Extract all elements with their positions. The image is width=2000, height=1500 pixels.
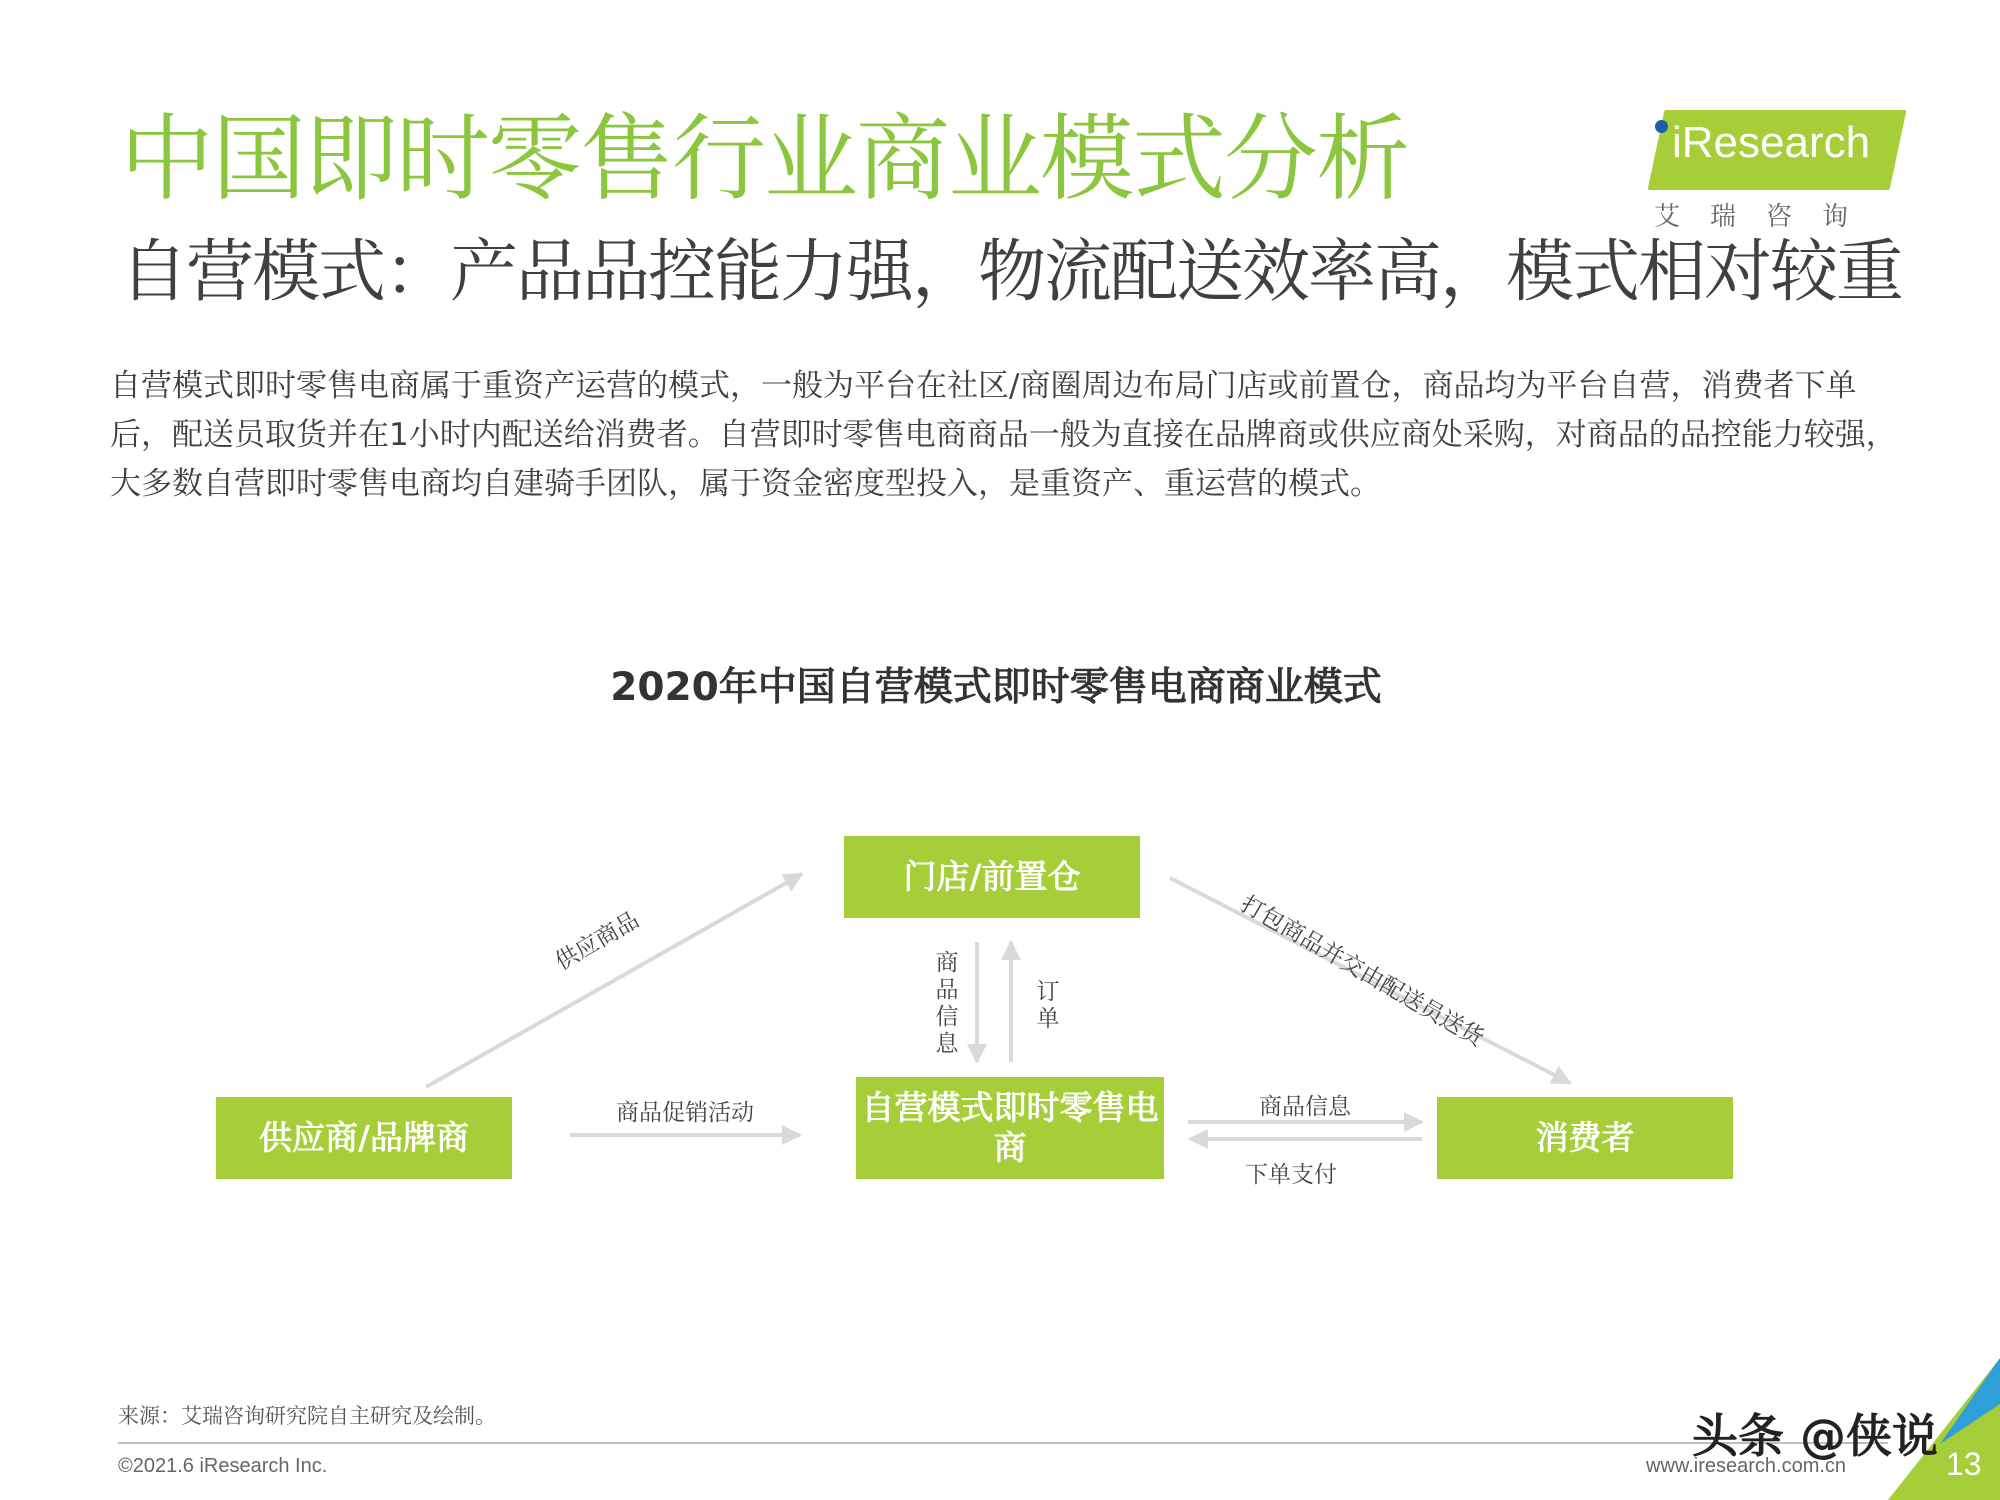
logo-wordmark: iResearch (1672, 118, 1871, 167)
node-platform: 自营模式即时零售电商 (856, 1077, 1164, 1179)
edge-label-pack-deliver: 打包商品并交由配送员送货 (1236, 891, 1489, 1052)
edge-label-order-up: 订单 (1036, 979, 1060, 1032)
node-supplier: 供应商/品牌商 (216, 1097, 512, 1179)
footer-divider (118, 1442, 1888, 1444)
edge-label-supply: 供应商品 (551, 907, 644, 976)
edge-label-goods-info-right: 商品信息 (1259, 1094, 1351, 1120)
logo-chinese-name: 艾瑞咨询 (1654, 202, 1879, 232)
page-subtitle: 自营模式：产品品控能力强，物流配送效率高，模式相对较重 (120, 233, 1903, 312)
edge-label-pay-left: 下单支付 (1245, 1162, 1337, 1188)
website-link[interactable]: www.iresearch.com.cn (1646, 1455, 1847, 1477)
arrow-supplier-to-store (426, 874, 802, 1087)
copyright: ©2021.6 iResearch Inc. (118, 1455, 328, 1477)
node-consumer: 消费者 (1437, 1097, 1733, 1179)
source-note: 来源：艾瑞咨询研究院自主研究及绘制。 (118, 1404, 496, 1428)
page-title: 中国即时零售行业商业模式分析 (120, 105, 1409, 214)
edge-label-promo: 商品促销活动 (616, 1100, 754, 1126)
node-store: 门店/前置仓 (844, 836, 1140, 918)
watermark-text: 头条 @侠说 (1692, 1409, 1939, 1463)
intro-paragraph: 自营模式即时零售电商属于重资产运营的模式，一般为平台在社区/商圈周边布局门店或前置仓，商品均为平台自营，消费者下单后，配送员取货并在1小时内配送给消费者。自营即时零售电商商品一般为直接在品牌商或供应商处采购，对商品的品控能力较强，大多数自营即时零售电商均自建骑手团队，属于资金密度型投入，是重资产、重运营的模式。 (110, 368, 1897, 502)
diagram-title: 2020年中国自营模式即时零售电商商业模式 (610, 665, 1382, 710)
page-number: 13 (1946, 1446, 1982, 1482)
edge-label-goods-info-down: 商品信息 (935, 950, 959, 1057)
